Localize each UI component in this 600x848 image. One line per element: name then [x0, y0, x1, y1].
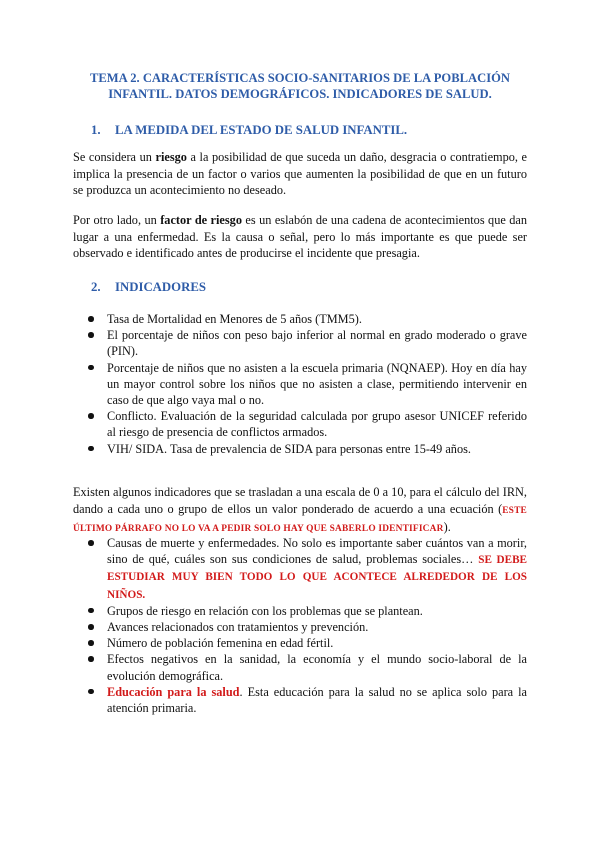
paragraph-text: ).: [443, 519, 451, 534]
list-item: [73, 535, 527, 603]
list-item: [73, 603, 527, 619]
list-item: [73, 360, 527, 409]
section-heading-1: [91, 122, 407, 138]
highlight-note: SE DEBE ESTUDIAR MUY BIEN TODO LO QUE ACONTECE ALREDEDOR DE LOS NIÑOS.: [107, 554, 527, 601]
bullet-icon: [88, 365, 94, 371]
paragraph-irn: [73, 484, 527, 537]
list-item-text: . Esta educación para la salud no se aplica solo para la atención primaria.: [107, 684, 527, 716]
list-item: [73, 408, 527, 440]
section-title: LA MEDIDA DEL ESTADO DE SALUD INFANTIL.: [115, 123, 408, 137]
paragraph-text: Se considera un: [73, 150, 156, 165]
bullet-icon: [88, 540, 94, 546]
list-item-text: Porcentaje de niños que no asisten a la escuela primaria (NQNAEP). Hoy en día hay un mayor control sobre los niños que no asisten a clase, permitiendo intervenir en caso de que algo vaya mal o no.: [107, 360, 527, 408]
bullet-icon: [88, 689, 94, 695]
paragraph-text: Por otro lado, un: [73, 213, 161, 228]
bold-term: factor de riesgo: [160, 213, 242, 228]
title-line-2: INFANTIL. DATOS DEMOGRÁFICOS. INDICADORES DE SALUD.: [108, 87, 492, 101]
list-item-text: Conflicto. Evaluación de la seguridad calculada por grupo asesor UNICEF referido al riesgo de presencia de conflictos armados.: [107, 409, 527, 440]
section-title: INDICADORES: [115, 280, 207, 294]
list-item: [73, 441, 527, 457]
list-item: [73, 327, 527, 359]
bullet-icon: [88, 413, 94, 419]
highlight-note: ESTE ÚLTIMO PÁRRAFO NO LO VA A PEDIR SOLO HAY QUE SABERLO IDENTIFICAR: [73, 505, 527, 534]
bullet-icon: [88, 332, 94, 338]
list-item: [73, 651, 527, 683]
bold-term: riesgo: [155, 150, 187, 165]
title-line-1: TEMA 2. CARACTERÍSTICAS SOCIO-SANITARIOS DE LA POBLACIÓN: [90, 71, 510, 85]
list-item-text: Grupos de riesgo en relación con los problemas que se plantean.: [107, 603, 423, 618]
paragraph-text: Existen algunos indicadores que se trasladan a una escala de 0 a 10, para el cálculo del IRN, dando a cada uno o grupo de ellos un valor ponderado de acuerdo a una ecuación (: [73, 485, 527, 516]
bullet-icon: [88, 446, 94, 452]
list-item-text: El porcentaje de niños con peso bajo inferior al normal en grado moderado o grave (PIN).: [107, 328, 527, 359]
paragraph-text: a la posibilidad de que suceda un daño, desgracia o contratiempo, e implica la presencia de un factor o varios que aumenten la posibilidad de que en un futuro se produzca un acontecimiento no deseado.: [73, 150, 528, 197]
factors-list: [73, 535, 527, 716]
indicators-list: [73, 311, 527, 457]
section-heading-2: [91, 279, 206, 295]
list-item-text: Número de población femenina en edad fértil.: [107, 636, 334, 651]
highlight-term: Educación para la salud: [107, 684, 240, 699]
paragraph-riesgo: [73, 149, 527, 198]
bullet-icon: [88, 624, 94, 630]
paragraph-text: es un eslabón de una cadena de acontecimientos que dan lugar a una enfermedad. Es la causa o señal, pero lo más importante es que puede ser observado e identificado antes de producirse el incidente que presagia.: [73, 213, 527, 260]
list-item-text: Avances relacionados con tratamientos y prevención.: [107, 620, 369, 635]
section-number: 1.: [91, 123, 101, 137]
list-item-text: Tasa de Mortalidad en Menores de 5 años (TMM5).: [107, 312, 362, 326]
section-number: 2.: [91, 280, 101, 294]
list-item: [73, 684, 527, 716]
paragraph-factor-riesgo: [73, 212, 527, 261]
bullet-icon: [88, 316, 94, 322]
bullet-icon: [88, 656, 94, 662]
list-item-text: Efectos negativos en la sanidad, la economía y el mundo socio-laboral de la evolución demográfica.: [107, 652, 527, 683]
list-item: [73, 619, 527, 635]
list-item-text: Causas de muerte y enfermedades. No solo es importante saber cuántos van a morir, sino de qué, cuáles son sus condiciones de salud, problemas sociales…: [107, 536, 527, 567]
list-item: [73, 635, 527, 651]
bullet-icon: [88, 640, 94, 646]
document-title: [80, 70, 520, 102]
list-item: [73, 311, 527, 327]
list-item-text: VIH/ SIDA. Tasa de prevalencia de SIDA para personas entre 15-49 años.: [107, 441, 471, 456]
bullet-icon: [88, 608, 94, 614]
